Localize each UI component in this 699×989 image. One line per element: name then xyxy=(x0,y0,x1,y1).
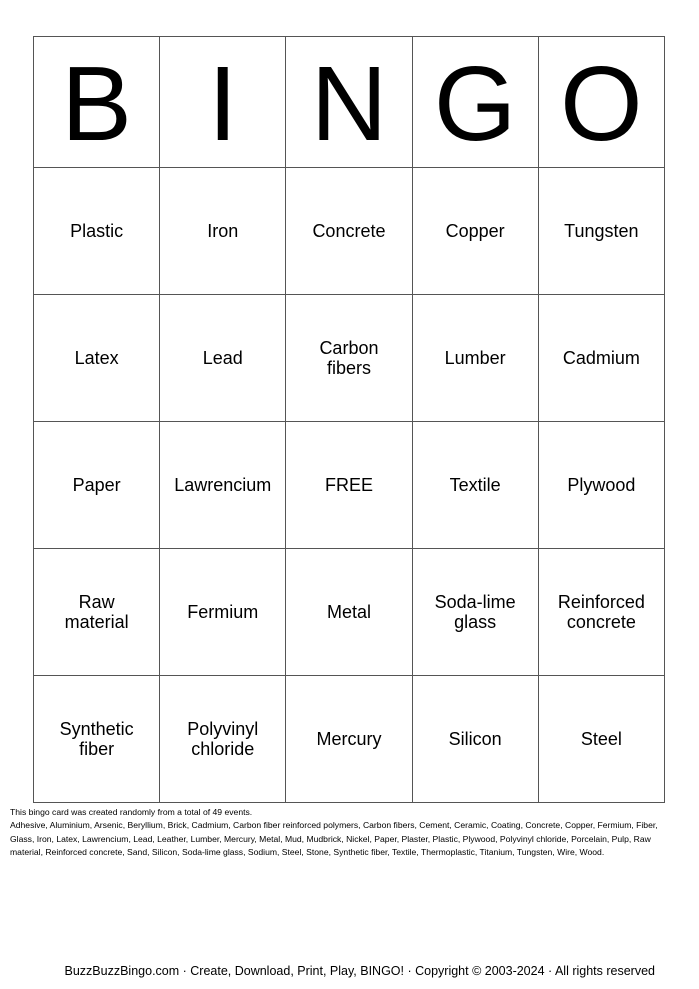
card-info xyxy=(10,806,680,860)
bingo-row-1 xyxy=(34,168,665,295)
bingo-cell: Copper xyxy=(412,168,538,295)
bingo-cell: Tungsten xyxy=(538,168,664,295)
bingo-row-3 xyxy=(34,422,665,549)
card-info-word-list: Adhesive, Aluminium, Arsenic, Beryllium, Brick, Cadmium, Carbon fiber reinforced polymers, Carbon fibers, Cement, Ceramic, Coating, Concrete, Copper, Fermium, Fiber, Glass, Iron, Latex, Lawrencium, Lead, Leather, Lumber, Mercury, Metal, Mud, Mudbrick, Nickel, Paper, Plaster, Plastic, Plywood, Polyvinyl chloride, Porcelain, Pulp, Raw material, Reinforced concrete, Sand, Silicon, Soda-lime glass, Sodium, Steel, Stone, Synthetic fiber, Textile, Thermoplastic, Titanium, Tungsten, Wire, Wood. xyxy=(10,820,658,858)
free-space-cell: FREE xyxy=(286,422,412,549)
bingo-card xyxy=(33,36,665,803)
bingo-cell: Mercury xyxy=(286,676,412,803)
header-row xyxy=(34,37,665,168)
bingo-cell: Plastic xyxy=(34,168,160,295)
bingo-cell: Paper xyxy=(34,422,160,549)
page-footer: BuzzBuzzBingo.com · Create, Download, Print, Play, BINGO! · Copyright © 2003-2024 · All rights reserved xyxy=(64,964,655,978)
header-letter-n: N xyxy=(286,37,412,168)
bingo-row-4 xyxy=(34,549,665,676)
bingo-cell: Lead xyxy=(160,295,286,422)
bingo-cell: Metal xyxy=(286,549,412,676)
bingo-cell: Plywood xyxy=(538,422,664,549)
bingo-cell: Fermium xyxy=(160,549,286,676)
bingo-row-5 xyxy=(34,676,665,803)
header-letter-i: I xyxy=(160,37,286,168)
header-letter-b: B xyxy=(34,37,160,168)
bingo-row-2 xyxy=(34,295,665,422)
bingo-cell: Textile xyxy=(412,422,538,549)
bingo-cell: Lawrencium xyxy=(160,422,286,549)
bingo-cell: Raw material xyxy=(34,549,160,676)
bingo-cell: Latex xyxy=(34,295,160,422)
bingo-cell: Iron xyxy=(160,168,286,295)
bingo-cell: Reinforced concrete xyxy=(538,549,664,676)
bingo-cell: Steel xyxy=(538,676,664,803)
bingo-cell: Soda-lime glass xyxy=(412,549,538,676)
bingo-cell: Concrete xyxy=(286,168,412,295)
card-info-intro: This bingo card was created randomly from a total of 49 events. xyxy=(10,807,253,817)
bingo-cell: Carbon fibers xyxy=(286,295,412,422)
header-letter-o: O xyxy=(538,37,664,168)
bingo-cell: Polyvinyl chloride xyxy=(160,676,286,803)
bingo-cell: Synthetic fiber xyxy=(34,676,160,803)
bingo-cell: Lumber xyxy=(412,295,538,422)
bingo-cell: Cadmium xyxy=(538,295,664,422)
header-letter-g: G xyxy=(412,37,538,168)
bingo-cell: Silicon xyxy=(412,676,538,803)
